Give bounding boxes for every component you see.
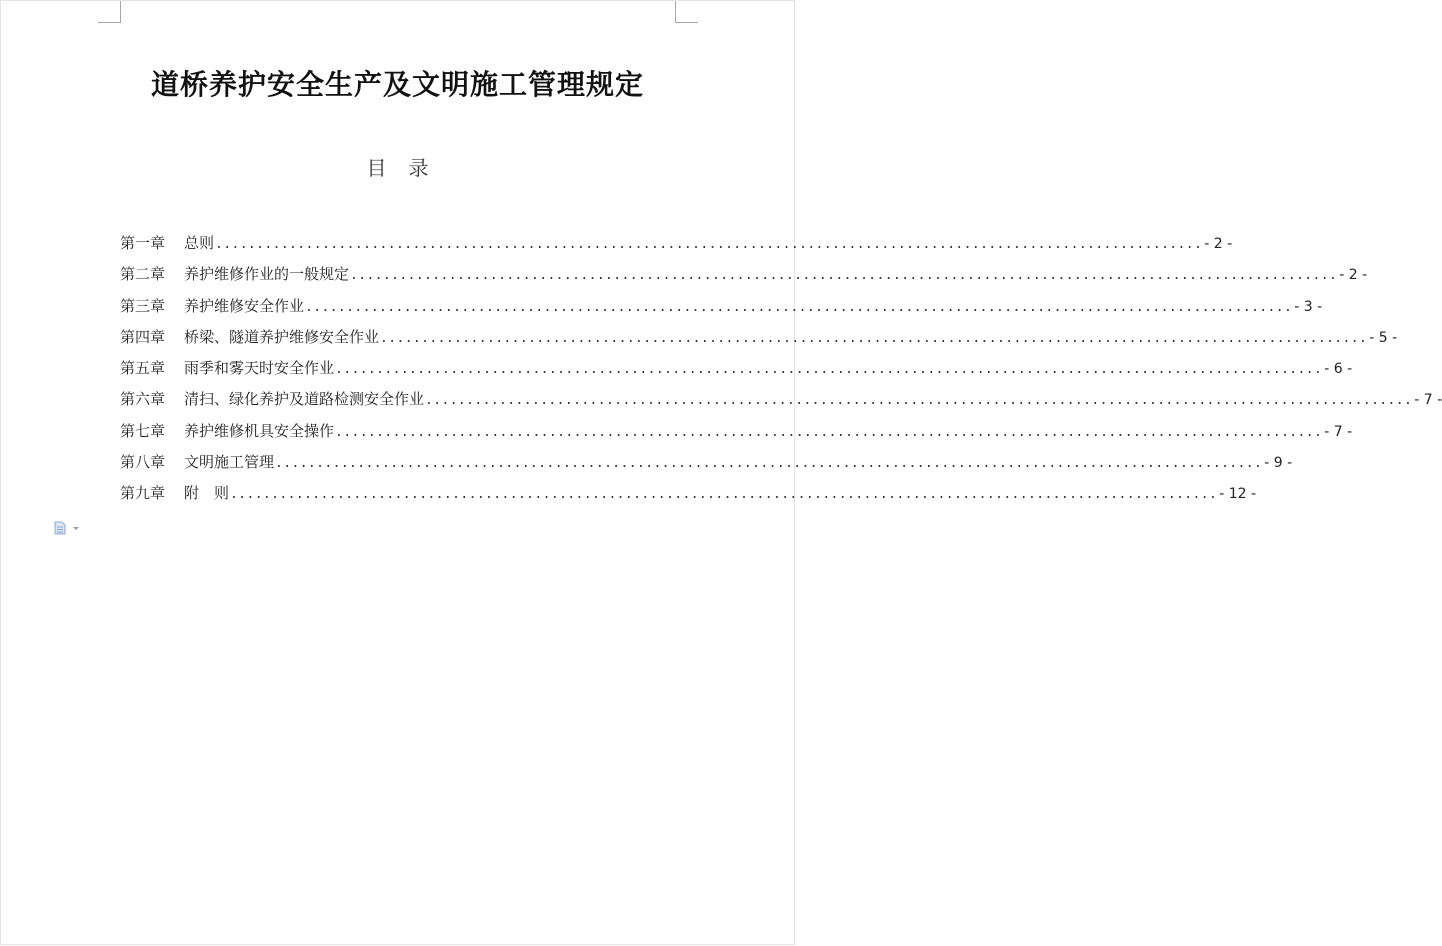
toc-page-number: - 6 -: [1324, 361, 1353, 378]
document-options-icon[interactable]: [54, 521, 82, 535]
toc-chapter-number: 第六章: [120, 390, 166, 409]
toc-dot-leader: ........................................................................................................................: [335, 424, 1323, 440]
toc-dot-leader: ........................................................................................................................: [335, 362, 1323, 378]
toc-page-number: - 7 -: [1324, 423, 1353, 440]
toc-dot-leader: ........................................................................................................................: [380, 330, 1368, 346]
toc-chapter-number: 第三章: [120, 296, 166, 315]
toc-entry[interactable]: [120, 482, 1257, 513]
toc-chapter-number: 第一章: [120, 234, 166, 252]
toc-dot-leader: ........................................................................................................................: [350, 268, 1338, 284]
toc-entry[interactable]: [120, 263, 1368, 294]
toc-chapter-title: 养护维修机具安全操作: [184, 421, 335, 440]
toc-dot-leader: ........................................................................................................................: [425, 393, 1413, 409]
toc-chapter-number: 第九章: [120, 484, 166, 503]
toc-chapter-title: 桥梁、隧道养护维修安全作业: [184, 327, 380, 346]
toc-chapter-title: 文明施工管理: [184, 453, 275, 472]
toc-entry[interactable]: [120, 451, 1293, 482]
toc-chapter-title: 清扫、绿化养护及道路检测安全作业: [184, 390, 425, 409]
toc-page-number: - 9 -: [1264, 455, 1293, 472]
toc-page-number: - 2 -: [1204, 236, 1233, 252]
toc-page-number: - 7 -: [1414, 392, 1442, 409]
toc-chapter-title: 养护维修安全作业: [184, 296, 305, 315]
toc-page-number: - 5 -: [1369, 329, 1398, 346]
toc-page-number: - 2 -: [1339, 267, 1368, 284]
crop-mark-top-left: [98, 1, 121, 23]
toc-dot-leader: ........................................................................................................................: [275, 456, 1263, 472]
toc-entry[interactable]: [120, 420, 1353, 451]
toc-chapter-title: 附 则: [184, 484, 230, 503]
toc-chapter-number: 第五章: [120, 359, 166, 378]
toc-dot-leader: ........................................................................................................................: [305, 299, 1293, 315]
toc-chapter-number: 第四章: [120, 327, 166, 346]
toc-dot-leader: ........................................................................................................................: [230, 487, 1218, 503]
toc-entry[interactable]: [120, 232, 1233, 263]
toc-chapter-number: 第二章: [120, 265, 166, 284]
toc-chapter-title: 雨季和雾天时安全作业: [184, 359, 335, 378]
toc-dot-leader: ........................................................................................................................: [215, 237, 1203, 252]
toc-page-number: - 12 -: [1219, 486, 1257, 503]
toc-page-number: - 3 -: [1294, 298, 1323, 315]
document-title: 道桥养护安全生产及文明施工管理规定: [150, 68, 644, 101]
table-of-contents: [120, 232, 1442, 514]
toc-chapter-title: 总则: [184, 234, 215, 252]
crop-mark-top-right: [675, 1, 698, 23]
toc-chapter-number: 第八章: [120, 453, 166, 472]
toc-heading: 目录: [366, 156, 451, 180]
toc-entry[interactable]: [120, 357, 1353, 388]
toc-entry[interactable]: [120, 295, 1323, 326]
toc-chapter-title: 养护维修作业的一般规定: [184, 265, 350, 284]
toc-chapter-number: 第七章: [120, 421, 166, 440]
toc-entry[interactable]: [120, 326, 1398, 357]
toc-entry[interactable]: [120, 388, 1442, 419]
